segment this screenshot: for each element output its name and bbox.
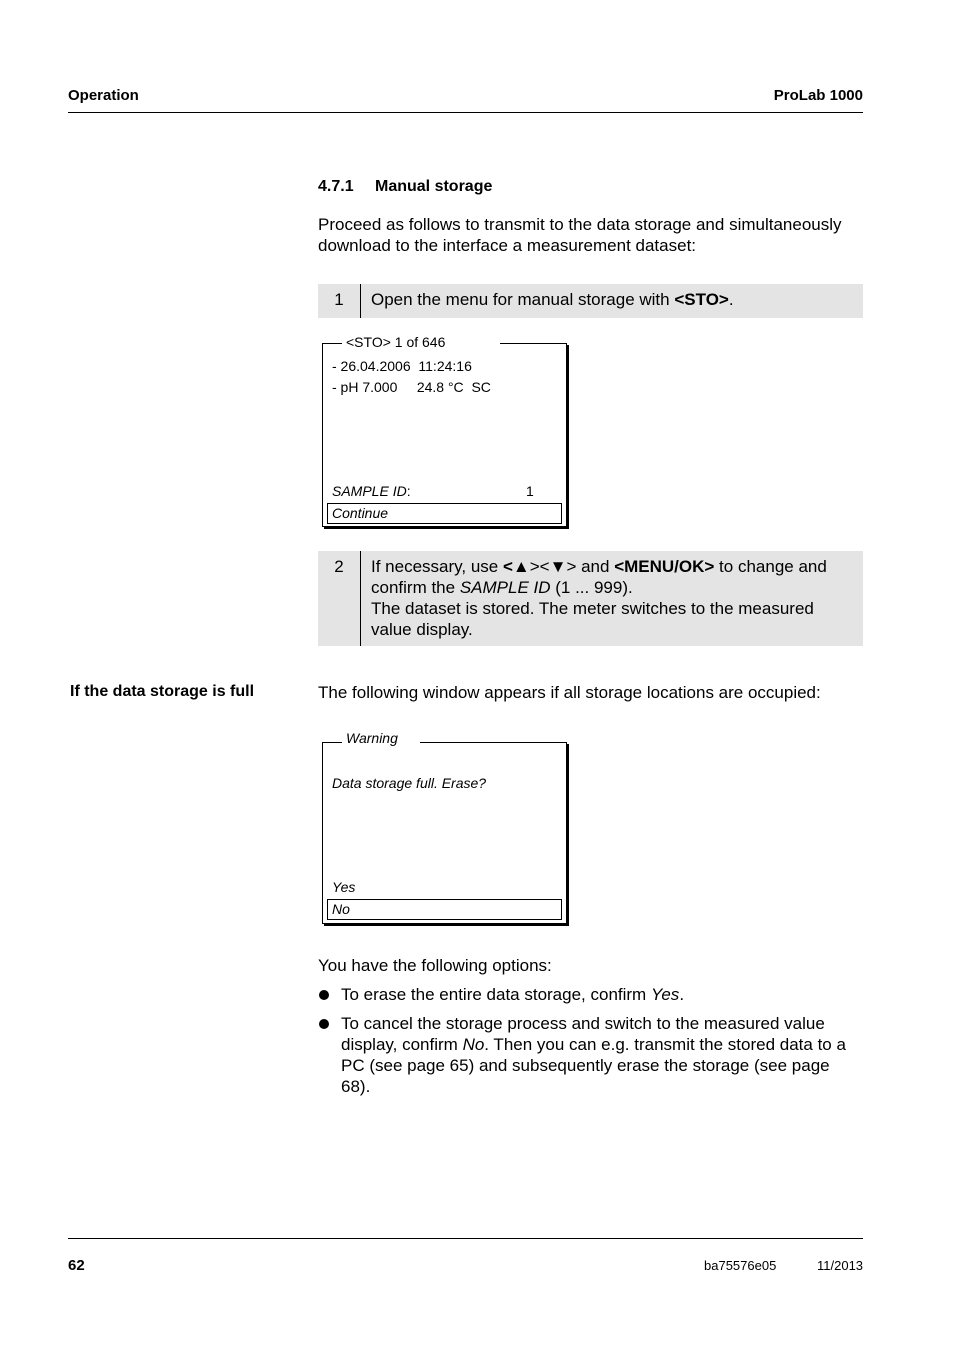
key-bracket: >	[529, 557, 540, 576]
step-2-number: 2	[318, 551, 361, 646]
screen-date-line: - 26.04.2006 11:24:16	[332, 358, 472, 374]
screen-title: <STO> 1 of 646	[342, 334, 500, 350]
step-1-text-end: .	[728, 290, 734, 309]
yes-option[interactable]: Yes	[332, 879, 356, 895]
no-term: No	[462, 1035, 485, 1054]
warning-message: Data storage full. Erase?	[332, 775, 487, 791]
display-screen-storage	[322, 334, 567, 527]
sample-id-text: SAMPLE ID	[332, 483, 407, 499]
step-1	[318, 284, 863, 318]
step-2-text-part: and	[576, 557, 615, 576]
step-2-text-part: to change and confirm the	[371, 557, 827, 597]
sample-id-label	[332, 483, 411, 499]
bullet-1-end: .	[679, 985, 685, 1004]
step-1-text-part: Open the menu for manual storage with	[371, 290, 675, 309]
bullet-item-erase	[318, 984, 863, 1005]
section-title: Manual storage	[375, 178, 493, 195]
sample-id-value: 1	[526, 483, 534, 499]
step-1-text	[371, 289, 855, 310]
continue-option[interactable]: Continue	[327, 503, 562, 524]
sample-id-term: SAMPLE ID	[459, 578, 551, 597]
step-2-text	[371, 556, 855, 640]
screen-value-line: - pH 7.000 24.8 °C SC	[332, 379, 491, 395]
key-bracket: <	[502, 557, 513, 576]
down-arrow-icon: ▼	[549, 557, 567, 576]
menu-ok-key: <MENU/OK>	[614, 557, 715, 576]
step-2	[318, 551, 863, 646]
key-bracket: <	[539, 557, 550, 576]
full-storage-intro: The following window appears if all storage locations are occupied:	[318, 683, 821, 702]
bullet-1-text	[341, 984, 863, 1005]
side-heading: If the data storage is full	[70, 683, 255, 700]
key-bracket: >	[566, 557, 577, 576]
step-1-number: 1	[318, 284, 361, 318]
yes-term: Yes	[650, 985, 680, 1004]
bullet-2-part: To cancel the storage process and switch to the measured value display, confirm	[341, 1014, 825, 1054]
bullet-item-cancel	[318, 1013, 863, 1097]
document-date: 11/2013	[817, 1258, 864, 1273]
document-id: ba75576e05	[704, 1258, 777, 1273]
section-number: 4.7.1	[318, 178, 354, 195]
up-arrow-icon: ▲	[512, 557, 530, 576]
no-option[interactable]: No	[327, 899, 562, 920]
footer-rule	[68, 1238, 863, 1239]
options-intro: You have the following options:	[318, 956, 552, 975]
running-header-right: ProLab 1000	[773, 87, 863, 104]
bullet-icon	[319, 1019, 329, 1029]
bullet-2-text	[341, 1013, 863, 1097]
bullet-1-part: To erase the entire data storage, confirm	[341, 985, 651, 1004]
step-2-text-part: If necessary, use	[371, 557, 503, 576]
header-rule	[68, 112, 863, 113]
sample-id-colon: :	[406, 483, 411, 499]
page-number: 62	[68, 1257, 85, 1274]
step-2-text-part: (1 ... 999).	[550, 578, 633, 597]
running-header-left: Operation	[68, 87, 139, 104]
bullet-icon	[319, 990, 329, 1000]
bullet-2-end: . Then you can e.g. transmit the stored data to a PC (see page 65) and subsequently erase the storage (see page 68).	[341, 1035, 846, 1096]
warning-title: Warning	[342, 730, 420, 746]
intro-paragraph: Proceed as follows to transmit to the data storage and simultaneously download to the interface a measurement dataset:	[318, 215, 842, 255]
sto-key: <STO>	[674, 290, 729, 309]
step-2-result-text: The dataset is stored. The meter switches to the measured value display.	[371, 599, 814, 639]
display-screen-warning	[322, 730, 567, 924]
